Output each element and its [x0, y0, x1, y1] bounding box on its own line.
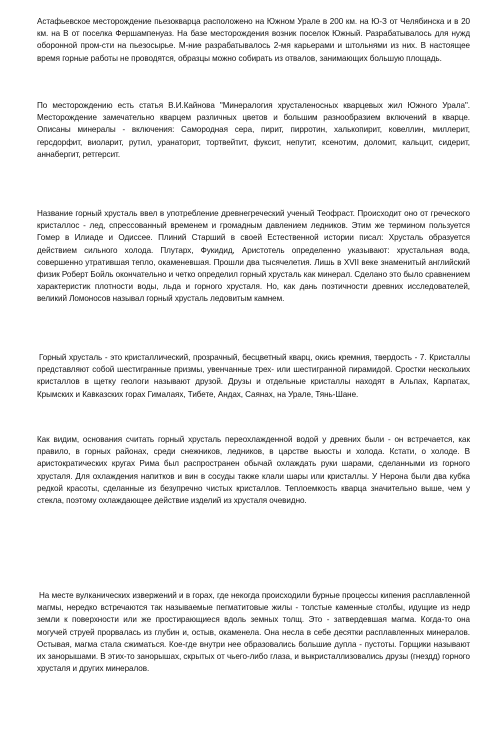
paragraph-deposit-location: Астафьевское месторождение пьезокварца расположено на Южном Урале в 200 км. на Ю-З от Челябинска и в 20 км. на В от поселка Фершампенуаз. На базе месторождения возник поселок Южный. Разрабатывалось для нужд оборонной пром-сти на пьезосырье. М-ние разрабатывалось 2-мя карьерами и штольнями из них. В настоящее время горные работы не проводятся, образцы можно собирать из отвалов, занимающих большую площадь. [37, 17, 470, 63]
paragraph-crystal-description: Горный хрусталь - это кристаллический, прозрачный, бесцветный кварц, окись кремния, твердость - 7. Кристаллы представляют собой шестигранные призмы, увенчанные трех- или шестигранной пирамидой. Сростки нескольких кристаллов в щетку геологи называют друзой. Друзы и отдельные кристаллы находят в Альпах, Карпатах, Крымских и Кавказских горах Гималаях, Тибете, Андах, Саянах, на Урале, Тянь-Шане. [37, 353, 470, 399]
document-page [37, 0, 470, 730]
paragraph-cold-water: Как видим, основания считать горный хрусталь переохлажденной водой у древних были - он встречается, как правило, в горных районах, среди снежников, ледников, в царстве вьюсты и холода. Кстати, о холоде. В аристократических кругах Рима был распространен обычай охлаждать руки шарами, сделанными из горного хрусталя. Для охлаждения напитков и вин в сосуды также клали шары или кристаллы. У Нерона были два кубка редкой красоты, сделанные из безупречно чистых кристаллов. Теплоемкость кварца значительно выше, чем у стекла, поэтому охлаждающее действие изделий из хрусталя очевидно. [37, 435, 470, 506]
paragraph-name-origin: Название горный хрусталь ввел в употребление древнегреческий ученый Теофраст. Происходит оно от греческого кристаллос - лед, спрессованный временем и громадным давлением ледников. Этим же термином пользуется Гомер в Илиаде и Одиссее. Плиний Старший в своей Естественной истории писал: Хрусталь образуется действием сильного холода. Плутарх, Фукидид, Аристотель определенно указывают: хрустальная вода, совершенно утратившая тепло, окаменевшая. Прошли два тысячелетия. Лишь в XVII веке знаменитый английский физик Роберт Бойль окончательно и четко определил горный хрусталь как минерал. Сделано это было сравнением характеристик плотности воды, льда и горного хрусталя. Но, как дань поэтичности древних исследователей, великий Ломоносов называл горный хрусталь ледовитым камнем. [37, 209, 470, 304]
paragraph-mineral-inclusions: По месторождению есть статья В.И.Кайнова "Минералогия хрусталеносных кварцевых жил Южного Урала". Месторождение замечательно кварцем различных цветов и большим разнообразием включений в кварце. Описаны минералы - включения: Самородная сера, пирит, пирротин, халькопирит, ковеллин, миллерит, герсдорфит, виоларит, рутил, уранаторит, тортвейтит, фуксит, непутит, ксенотим, доломит, кальцит, сидерит, аннабергит, ретгерсит. [37, 101, 470, 159]
paragraph-pegmatite-veins: На месте вулканических извержений и в горах, где некогда происходили бурные процессы кипения расплавленной магмы, нередко встречаются так называемые пегматитовые жилы - толстые каменные столбы, идущие из недр земли к поверхности или же простирающиеся вдоль земных толщ. Это - затвердевшая магма. Когда-то она могучей струей прорвалась из глубин и, остыв, окаменела. Она несла в себе десятки расплавленных минералов. Остывая, магма стала сжиматься. Кое-где внутри нее образовались большие дупла - пустоты. Горщики называют их занорышами. В этих-то занорышах, скрытых от чьего-либо глаза, и выкристаллизовались друзы (гнездд) горного хрусталя и других минералов. [37, 591, 470, 674]
